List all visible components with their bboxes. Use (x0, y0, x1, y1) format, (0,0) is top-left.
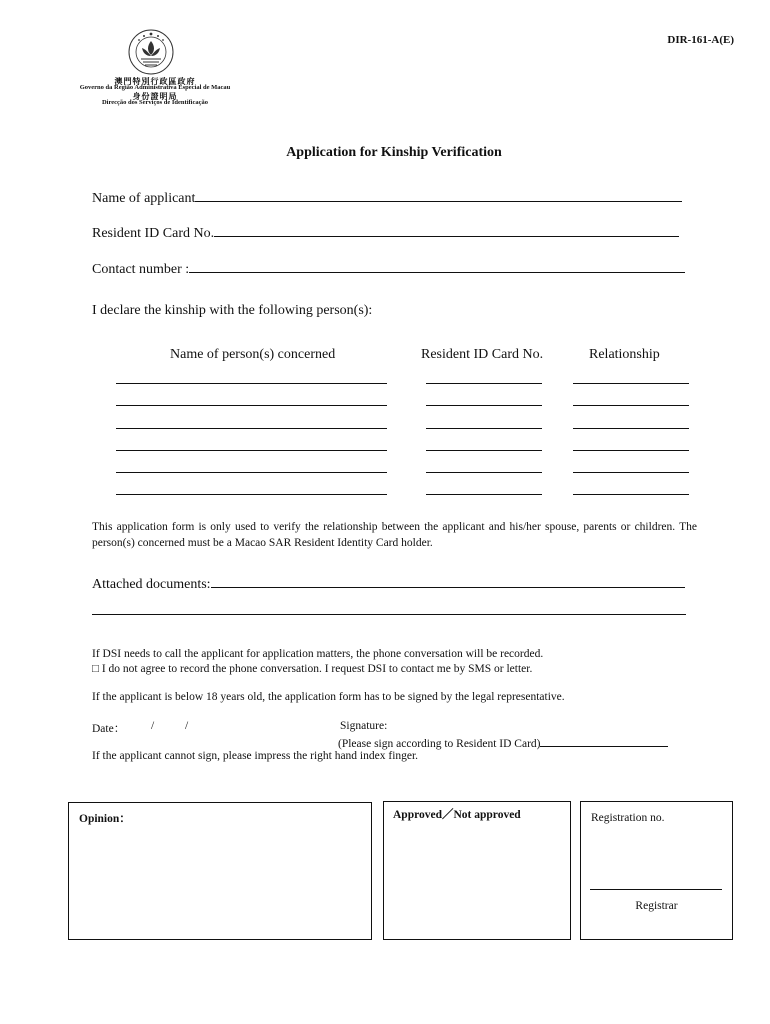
attached-documents-row (92, 573, 685, 593)
id-line[interactable] (426, 494, 542, 495)
registrar-signature-line[interactable] (590, 889, 722, 890)
declaration-text: I declare the kinship with the following person(s): (92, 303, 373, 318)
signature-label: Signature: (340, 720, 388, 732)
applicant-name-row (92, 187, 682, 207)
date-separator: / (185, 720, 189, 732)
phone-notice: If DSI needs to call the applicant for application matters, the phone conversation will be recorded. (92, 648, 544, 660)
form-code: DIR-161-A(E) (667, 34, 734, 46)
minor-notice: If the applicant is below 18 years old, the application form has to be signed by the legal representative. (92, 691, 565, 703)
phone-optout-checkbox[interactable]: □ I do not agree to record the phone conversation. I request DSI to contact me by SMS or letter. (92, 663, 533, 675)
id-line[interactable] (426, 428, 542, 429)
signature-hint: (Please sign according to Resident ID Card) (338, 738, 541, 750)
relationship-line[interactable] (573, 428, 689, 429)
macao-emblem-icon (127, 28, 175, 76)
contact-number-label: Contact number : (92, 262, 190, 277)
government-name-cn: 澳門特別行政區政府 (114, 77, 196, 86)
applicant-name-line[interactable] (195, 187, 682, 202)
id-line[interactable] (426, 383, 542, 384)
attached-documents-line[interactable] (211, 573, 685, 588)
approval-box (383, 801, 571, 940)
column-header-relationship: Relationship (589, 347, 660, 362)
opinion-label: Opinion： (79, 813, 131, 825)
name-line[interactable] (116, 494, 387, 495)
form-title: Application for Kinship Verification (286, 145, 502, 160)
id-line[interactable] (426, 450, 542, 451)
name-line[interactable] (116, 383, 387, 384)
resident-id-line[interactable] (214, 222, 679, 237)
department-name-cn: 身份證明局 (132, 92, 178, 101)
finger-notice: If the applicant cannot sign, please impress the right hand index finger. (92, 750, 419, 762)
name-line[interactable] (116, 450, 387, 451)
attached-documents-line-2[interactable] (92, 614, 686, 615)
column-header-id: Resident ID Card No. (421, 347, 544, 362)
applicant-name-label: Name of applicant (92, 191, 196, 206)
registration-label: Registration no. (591, 812, 665, 824)
contact-number-line[interactable] (189, 258, 685, 273)
contact-number-row (92, 258, 685, 278)
date-separator: / (151, 720, 155, 732)
name-line[interactable] (116, 428, 387, 429)
relationship-line[interactable] (573, 472, 689, 473)
department-name-pt: Direcção dos Serviços de Identificação (101, 99, 209, 106)
relationship-line[interactable] (573, 494, 689, 495)
registration-box (580, 801, 733, 940)
column-header-name: Name of person(s) concerned (170, 347, 336, 362)
registrar-label: Registrar (635, 900, 678, 912)
date-label: Date： (92, 723, 126, 735)
relationship-line[interactable] (573, 450, 689, 451)
relationship-line[interactable] (573, 383, 689, 384)
attached-documents-label: Attached documents: (92, 577, 211, 592)
id-line[interactable] (426, 405, 542, 406)
opinion-box (68, 802, 372, 940)
relationship-line[interactable] (573, 405, 689, 406)
name-line[interactable] (116, 405, 387, 406)
name-line[interactable] (116, 472, 387, 473)
signature-line[interactable] (540, 735, 668, 747)
kinship-note: This application form is only used to verify the relationship between the applicant and his/her spouse, parents or children. The person(s) concerned must be a Macao SAR Resident Identity Card holder. (92, 521, 697, 549)
id-line[interactable] (426, 472, 542, 473)
signature-row (338, 735, 668, 750)
resident-id-row (92, 222, 679, 242)
government-name-pt: Governo da Região Administrativa Especial de Macau (79, 84, 231, 91)
resident-id-label: Resident ID Card No. (92, 226, 215, 241)
approval-label: Approved／Not approved (393, 809, 521, 821)
